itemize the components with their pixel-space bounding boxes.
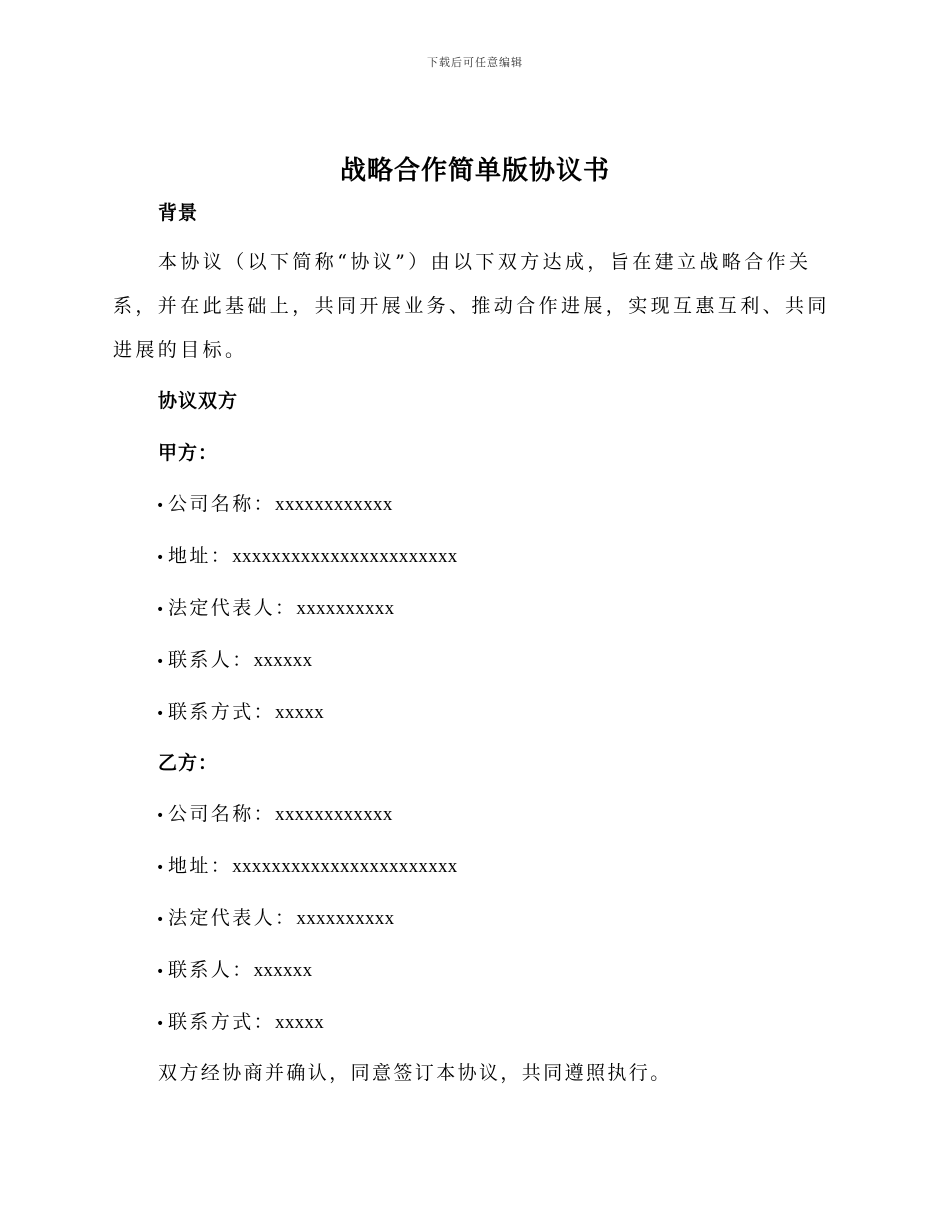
field-label: 公司名称： xyxy=(168,803,276,825)
party-b-company-name xyxy=(156,799,393,826)
page-header-note: 下载后可任意编辑 xyxy=(427,56,523,69)
field-label: 地址： xyxy=(168,545,233,567)
field-value: xxxxx xyxy=(275,702,325,723)
field-label: 联系方式： xyxy=(168,701,276,723)
field-label: 地址： xyxy=(168,855,233,877)
party-a-label: 甲方： xyxy=(158,442,219,464)
field-value: xxxxxx xyxy=(253,960,313,981)
bullet-marker: • xyxy=(156,706,165,722)
field-value: xxxxxxxxxxxx xyxy=(275,494,393,515)
bullet-marker: • xyxy=(156,1016,165,1032)
document-title: 战略合作简单版协议书 xyxy=(339,156,610,186)
section-heading-parties: 协议双方 xyxy=(158,390,239,412)
background-paragraph: 本协议（以下简称“协议”）由以下双方达成，旨在建立战略合作关系，并在此基础上，共同开展业务、推动合作进展，实现互惠互利、共同进展的目标。 xyxy=(113,251,830,361)
bullet-marker: • xyxy=(156,498,165,514)
field-label: 联系方式： xyxy=(168,1011,276,1033)
closing-statement: 双方经协商并确认，同意签订本协议，共同遵照执行。 xyxy=(158,1062,672,1084)
bullet-marker: • xyxy=(156,550,165,566)
field-label: 联系人： xyxy=(168,959,254,981)
party-a-company-name xyxy=(156,489,393,516)
field-value: xxxxx xyxy=(275,1012,325,1033)
bullet-marker: • xyxy=(156,912,165,928)
party-a-contact-person xyxy=(156,645,312,672)
party-a-legal-representative xyxy=(156,593,394,620)
party-b-label: 乙方： xyxy=(158,752,219,774)
party-a-address xyxy=(156,541,458,568)
bullet-marker: • xyxy=(156,808,165,824)
field-label: 法定代表人： xyxy=(168,907,297,929)
bullet-marker: • xyxy=(156,964,165,980)
section-heading-background: 背景 xyxy=(158,202,199,224)
party-a-contact-method xyxy=(156,697,324,724)
field-value: xxxxxx xyxy=(253,650,313,671)
field-label: 公司名称： xyxy=(168,493,276,515)
party-b-contact-method xyxy=(156,1007,324,1034)
party-b-contact-person xyxy=(156,955,312,982)
field-label: 法定代表人： xyxy=(168,597,297,619)
field-value: xxxxxxxxxxxxxxxxxxxxxxx xyxy=(232,546,458,567)
field-value: xxxxxxxxxx xyxy=(296,598,395,619)
field-value: xxxxxxxxxxxx xyxy=(275,804,393,825)
bullet-marker: • xyxy=(156,602,165,618)
field-value: xxxxxxxxxx xyxy=(296,908,395,929)
field-value: xxxxxxxxxxxxxxxxxxxxxxx xyxy=(232,856,458,877)
party-b-legal-representative xyxy=(156,903,394,930)
bullet-marker: • xyxy=(156,654,165,670)
field-label: 联系人： xyxy=(168,649,254,671)
bullet-marker: • xyxy=(156,860,165,876)
party-b-address xyxy=(156,851,458,878)
